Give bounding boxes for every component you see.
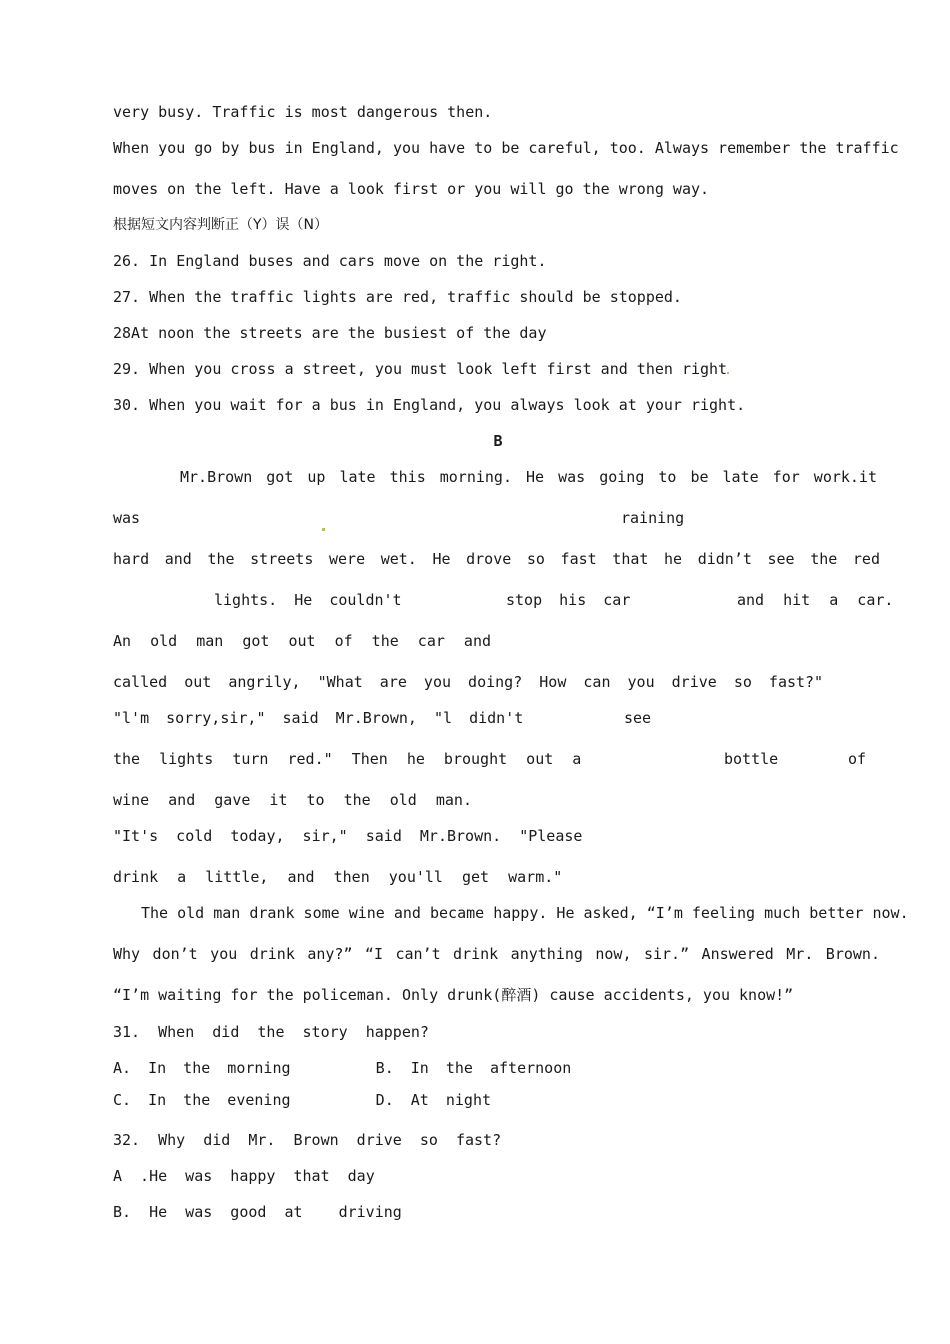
passage-b-word: see (624, 709, 652, 727)
stray-mark (322, 517, 325, 535)
tf-question: 26. In England buses and cars move on the right. (113, 252, 547, 270)
stray-dot (322, 528, 325, 531)
passage-b-line: the lights turn red." Then he brought out a (113, 750, 582, 768)
passage-b-line: Mr.Brown got up late this morning. He was going to be late for work.it (180, 468, 877, 486)
tf-question: 27. When the traffic lights are red, traffic should be stopped. (113, 288, 682, 306)
tf-question: 28At noon the streets are the busiest of the day (113, 324, 547, 342)
mc-question: 31. When did the story happen? (113, 1023, 429, 1041)
passage-b-line: "l'm sorry,sir," said Mr.Brown, "l didn't (113, 709, 524, 727)
mc-option: A .He was happy that day (113, 1167, 375, 1185)
passage-b-word: lights. He couldn't (214, 591, 402, 609)
mc-options: C. In the evening D. At night (113, 1091, 492, 1109)
passage-b-line: hard and the streets were wet. He drove so fast that he didn’t see the red (113, 550, 880, 568)
passage-b-word: bottle (724, 750, 779, 768)
mc-option: B. He was good at driving (113, 1203, 402, 1221)
instruction: 根据短文内容判断正（Y）误（N） (113, 217, 329, 233)
passage-a-line: very busy. Traffic is most dangerous then. (113, 103, 493, 121)
tf-question: 30. When you wait for a bus in England, you always look at your right. (113, 396, 746, 414)
section-b-heading: B (493, 432, 503, 450)
tf-question: 29. When you cross a street, you must look left first and then right (113, 360, 728, 378)
mc-options: A. In the morning B. In the afternoon (113, 1059, 572, 1077)
passage-b-line: wine and gave it to the old man. (113, 791, 472, 809)
passage-b-word: and hit a car. (737, 591, 894, 609)
passage-b-line: An old man got out of the car and (113, 632, 492, 650)
passage-a-line: When you go by bus in England, you have to be careful, too. Always remember the traffic (113, 139, 899, 157)
passage-b-word: was (113, 509, 141, 527)
stray-mark (727, 372, 729, 374)
passage-b-word: of (848, 750, 867, 768)
mc-question: 32. Why did Mr. Brown drive so fast? (113, 1131, 502, 1149)
passage-b-word: raining (621, 509, 685, 527)
passage-b-line: drink a little, and then you'll get warm." (113, 868, 563, 886)
passage-b-line: "It's cold today, sir," said Mr.Brown. "Please (113, 827, 583, 845)
passage-b-line: called out angrily, "What are you doing? How can you drive so fast?" (113, 673, 824, 691)
passage-b-word: stop his car (506, 591, 631, 609)
passage-b-line: The old man drank some wine and became happy. He asked, “I’m feeling much better now. (141, 904, 909, 922)
passage-b-line: “I’m waiting for the policeman. Only drunk(醉酒) cause accidents, you know!” (113, 986, 794, 1004)
passage-a-line: moves on the left. Have a look first or you will go the wrong way. (113, 180, 710, 198)
passage-b-line: Why don’t you drink any?” “I can’t drink anything now, sir.” Answered Mr. Brown. (113, 945, 880, 963)
